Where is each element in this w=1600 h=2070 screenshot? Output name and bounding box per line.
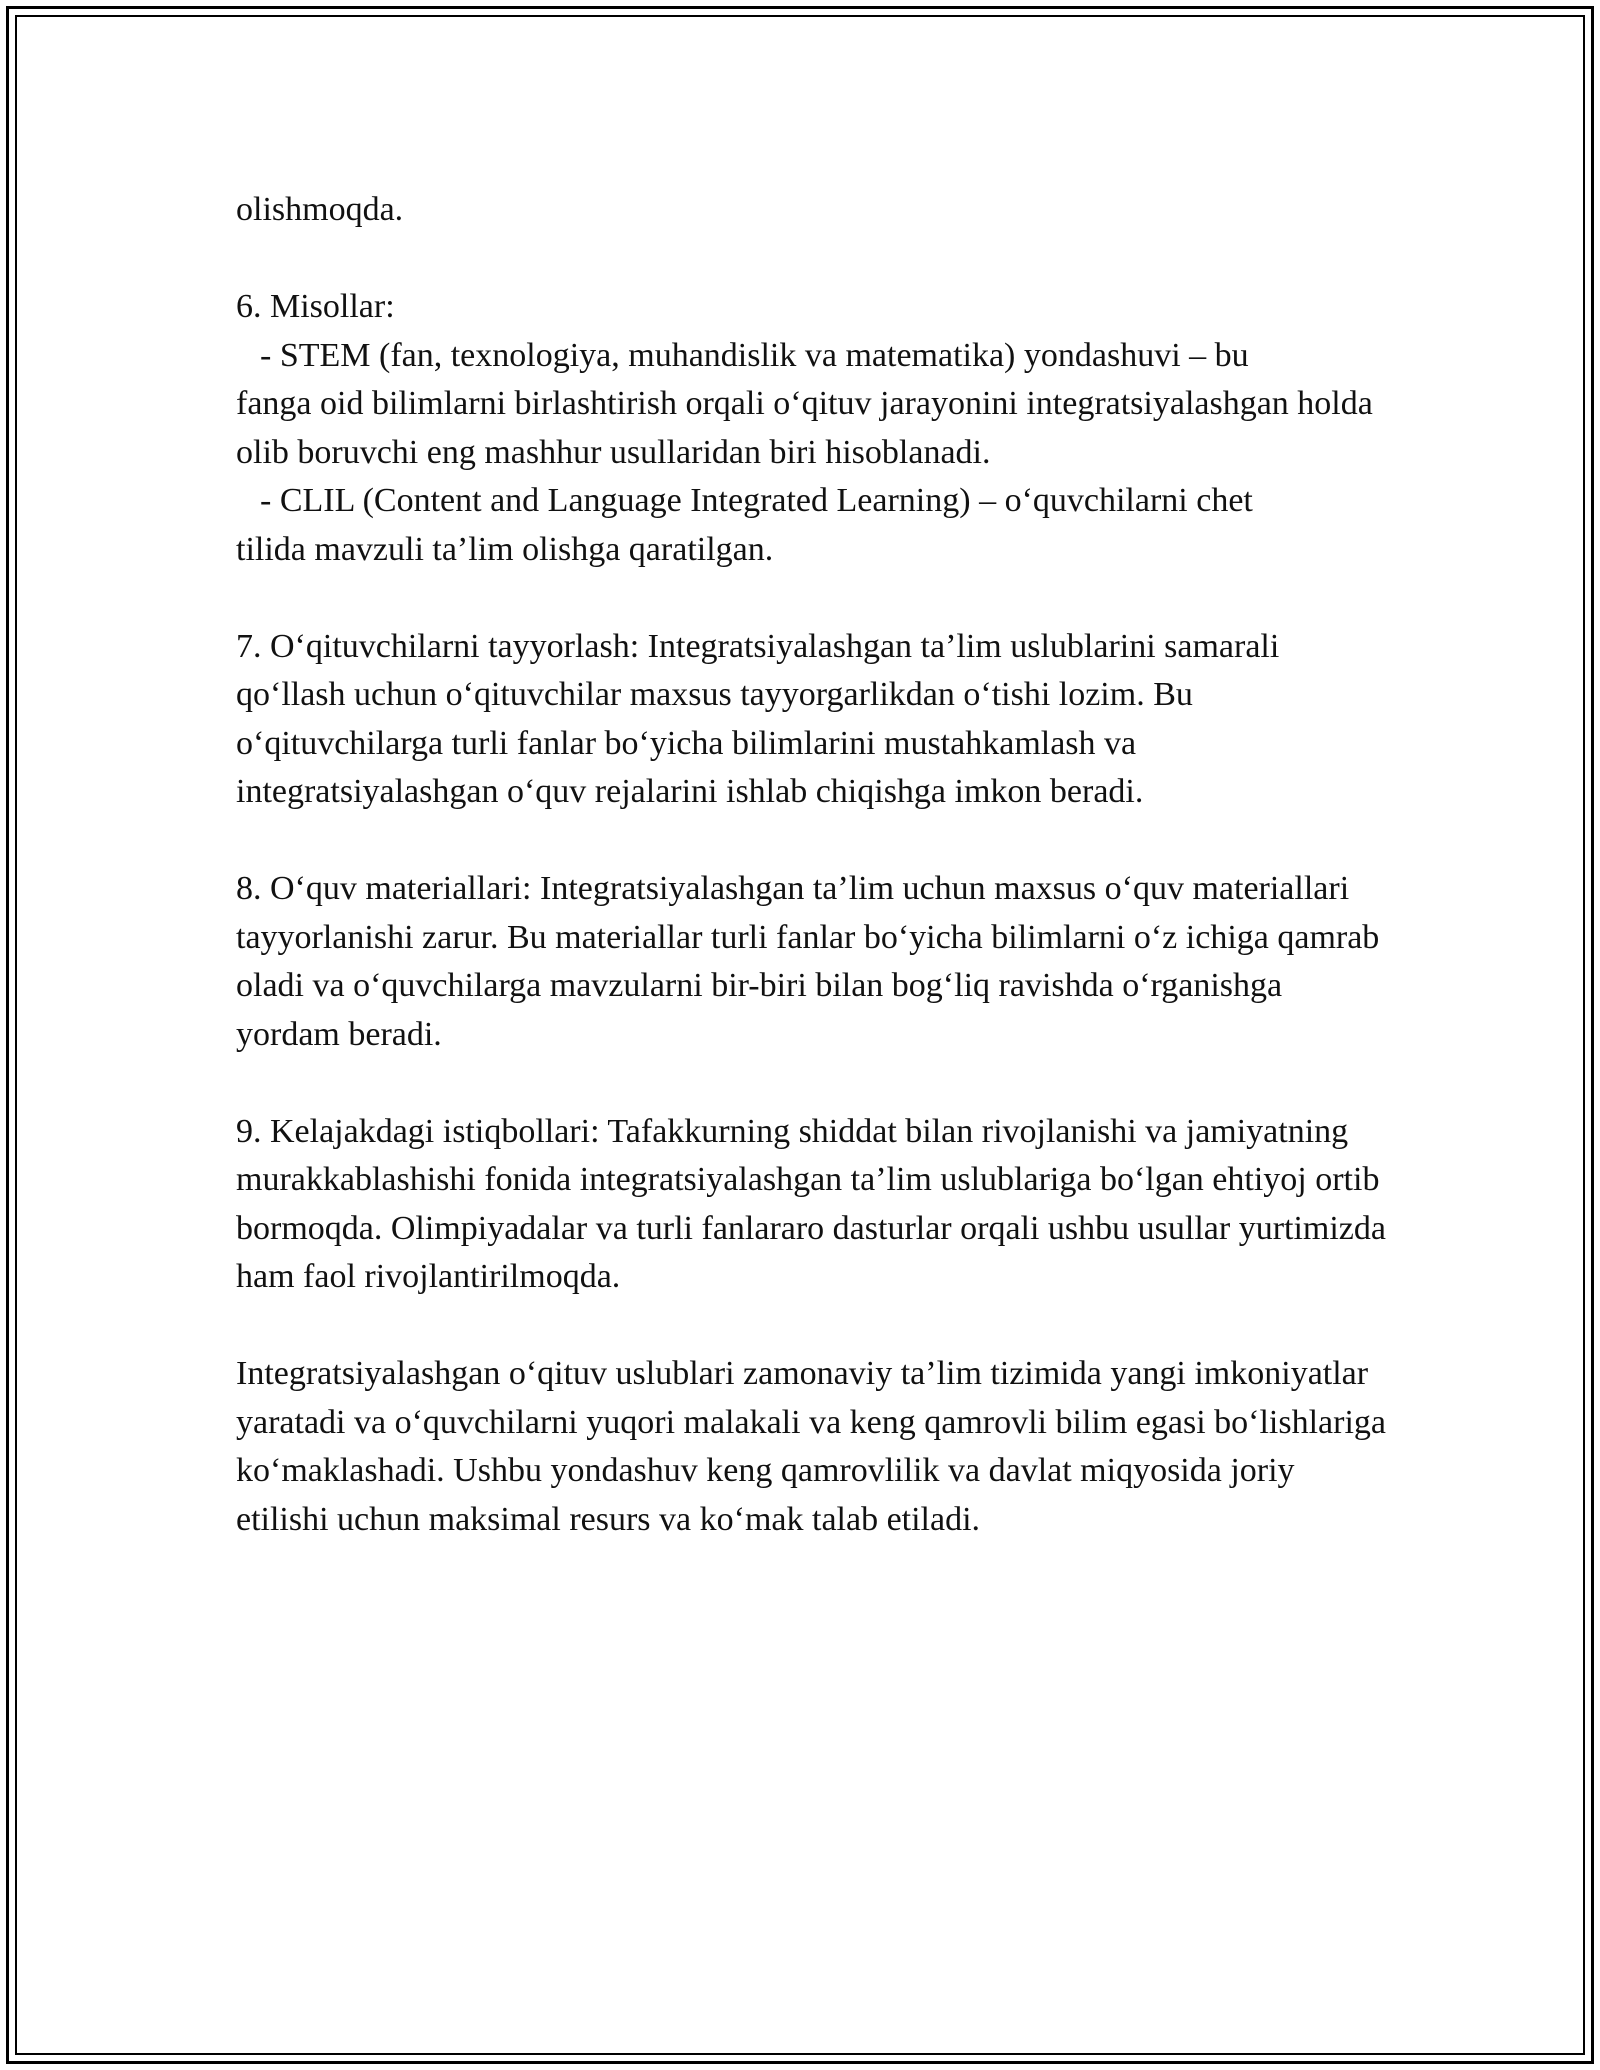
paragraph-gap <box>236 1302 1386 1351</box>
section-9-paragraph: 9. Kelajakdagi istiqbollari: Tafakkurning shiddat bilan rivojlanishi va jamiyatning murakkablashishi fonida integratsiyalashgan ta’lim uslublariga bo‘lgan ehtiyoj ortib bormoqda. Olimpiyadalar va turli fanlararo dasturlar orqali ushbu usullar yurtimizda ham faol rivojlantirilmoqda. <box>236 1112 1386 1295</box>
conclusion-paragraph: Integratsiyalashgan o‘qituv uslublari zamonaviy ta’lim tizimida yangi imkoniyatlar yaratadi va o‘quvchilarni yuqori malakali va keng qamrovli bilim egasi bo‘lishlariga ko‘maklashadi. Ushbu yondashuv keng qamrovlilik va davlat miqyosida joriy etilishi uchun maksimal resurs va ko‘mak talab etiladi. <box>236 1355 1386 1538</box>
section-6-item-clil-continuation: tilida mavzuli ta’lim olishga qaratilgan. <box>236 530 774 568</box>
paragraph-gap <box>236 574 1386 623</box>
paragraph-gap <box>236 1059 1386 1108</box>
section-8-paragraph: 8. O‘quv materiallari: Integratsiyalashgan ta’lim uchun maxsus o‘quv materiallari tayyorlanishi zarur. Bu materiallar turli fanlar bo‘yicha bilimlarni o‘z ichiga qamrab oladi va o‘quvchilarga mavzularni bir-biri bilan bog‘liq ravishda o‘rganishga yordam beradi. <box>236 870 1380 1053</box>
paragraph-gap <box>236 817 1386 866</box>
section-7-paragraph: 7. O‘qituvchilarni tayyorlash: Integratsiyalashgan ta’lim uslublarini samarali qo‘llash uchun o‘qituvchilar maxsus tayyorgarlikdan o‘tishi lozim. Bu o‘qituvchilarga turli fanlar bo‘yicha bilimlarini mustahkamlash va integratsiyalashgan o‘quv rejalarini ishlab chiqishga imkon beradi. <box>236 627 1280 810</box>
section-6-item-clil: - CLIL (Content and Language Integrated Learning) – o‘quvchilarni chet <box>260 482 1253 519</box>
section-6-heading: 6. Misollar: <box>236 288 395 325</box>
intro-tail-paragraph: olishmoqda. <box>236 191 404 228</box>
document-body <box>236 186 1386 1544</box>
paragraph-gap <box>236 235 1386 284</box>
section-6-item-stem-continuation: fanga oid bilimlarni birlashtirish orqali o‘qituv jarayonini integratsiyalashgan holda olib boruvchi eng mashhur usullaridan biri hisoblanadi. <box>236 385 1373 471</box>
section-6-item-stem: - STEM (fan, texnologiya, muhandislik va matematika) yondashuvi – bu <box>260 336 1249 374</box>
